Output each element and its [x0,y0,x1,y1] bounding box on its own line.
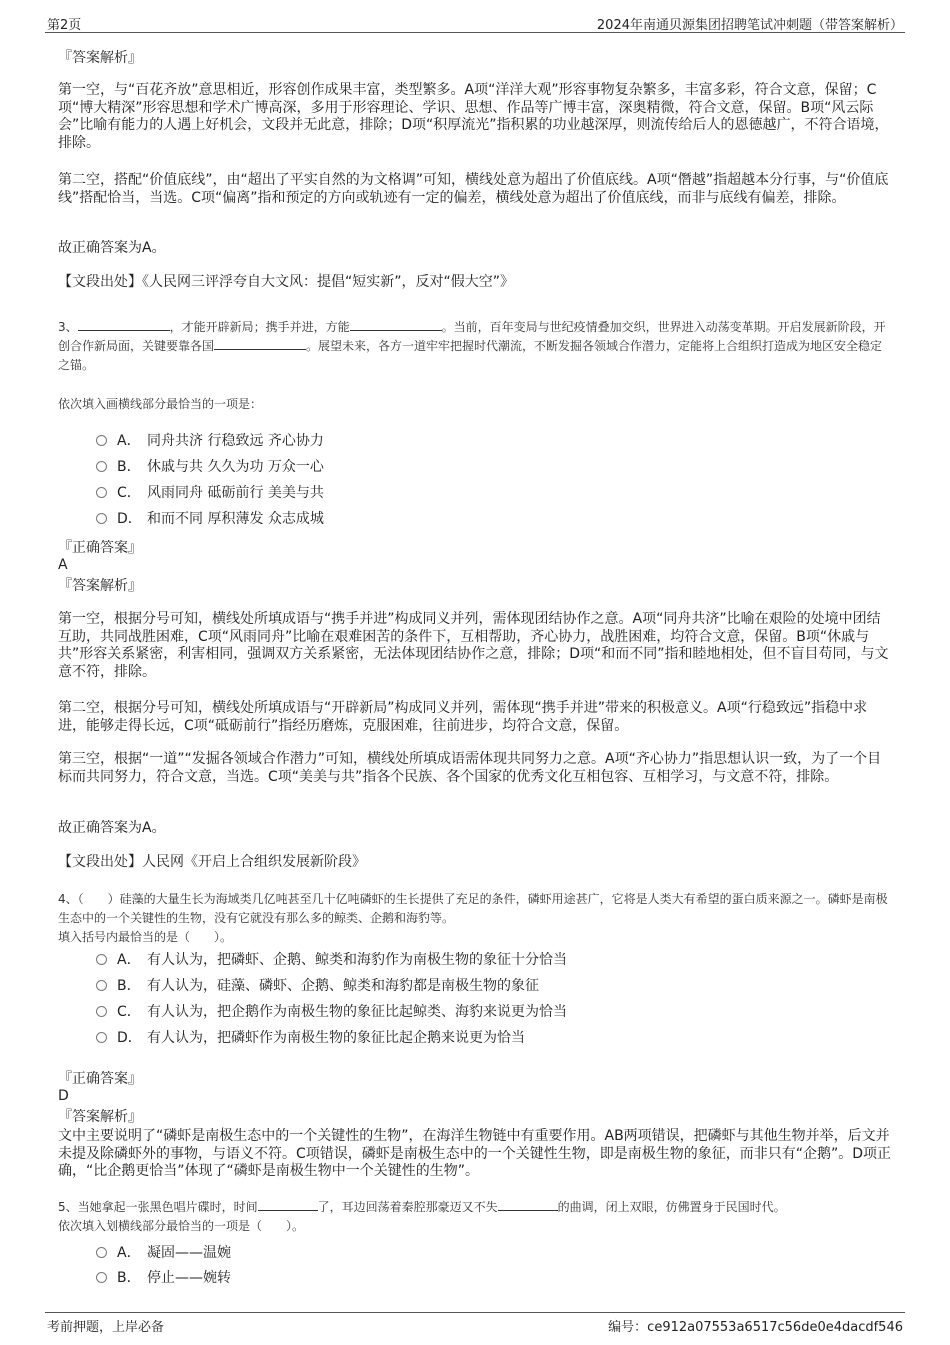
document-title: 2024年南通贝源集团招聘笔试冲刺题（带答案解析） [596,18,903,33]
radio-icon[interactable] [96,1272,107,1283]
q5-blank-2 [498,1198,558,1211]
q4-option-d[interactable]: D． 有人认为，把磷虾作为南极生物的象征比起企鹅来说更为恰当 [96,1029,525,1047]
document-id: 编号：ce912a07553a6517c56de0e4dacdf546 [608,1320,903,1335]
page-header [45,14,905,33]
radio-icon[interactable] [96,980,107,991]
q2-conclusion: 故正确答案为A。 [58,240,166,256]
footer-slogan: 考前押题，上岸必备 [47,1320,165,1335]
radio-icon[interactable] [96,1247,107,1258]
radio-icon[interactable] [96,487,107,498]
q3-prompt: 依次填入画横线部分最恰当的一项是： [58,397,263,411]
q4-option-b[interactable]: B． 有人认为，硅藻、磷虾、企鹅、鲸类和海豹都是南极生物的象征 [96,977,539,995]
page-number: 第2页 [47,18,82,33]
q2-source: 【文段出处】《人民网三评浮夸自大文风：提倡“短实新”，反对“假大空”》 [58,274,515,290]
q3-option-d[interactable]: D． 和而不同 厚积薄发 众志成城 [96,510,324,528]
q3-analysis-para2: 第二空，根据分号可知，横线处所填成语与“开辟新局”构成同义并列，需体现“携手并进”带来的积极意义。A项“行稳致远”指稳中求进，能够走得长远，C项“砥砺前行”指经历磨炼，克服困难，往前进步，均符合文意，保留。 [58,700,868,734]
q3-option-c[interactable]: C． 风雨同舟 砥砺前行 美美与共 [96,484,324,502]
q5-stem: 5、当她拿起一张黑色唱片碟时，时间 了，耳边回荡着秦腔那豪迈又不失 的曲调，闭上双眼，仿佛置身于民国时代。 [58,1200,786,1214]
q4-option-c[interactable]: C． 有人认为，把企鹅作为南极生物的象征比起鲸类、海豹来说更为恰当 [96,1003,567,1021]
q2-analysis-para2: 第二空，搭配“价值底线”，由“超出了平实自然的为文格调”可知，横线处意为超出了价值底线。A项“僭越”指超越本分行事，与“价值底线”搭配恰当，当选。C项“偏离”指和预定的方向或轨迹有一定的偏差，横线处意为超出了价值底线，而非与底线有偏差，排除。 [58,172,889,206]
radio-icon[interactable] [96,461,107,472]
q4-option-a[interactable]: A． 有人认为，把磷虾、企鹅、鲸类和海豹作为南极生物的象征十分恰当 [96,951,567,969]
q2-analysis-tag: 『答案解析』 [58,50,142,66]
radio-icon[interactable] [96,1006,107,1017]
q4-answer-tag: 『正确答案』 [58,1071,142,1087]
q5-blank-1 [258,1198,318,1211]
q5-prompt: 依次填入划横线部分最恰当的一项是（ ）。 [58,1219,305,1233]
q3-analysis-para1: 第一空，根据分号可知，横线处所填成语与“携手并进”构成同义并列，需体现团结协作之意。A项“同舟共济”比喻在艰险的处境中团结互助，共同战胜困难，C项“风雨同舟”比喻在艰难困苦的条件下，互相帮助，齐心协力，战胜困难，均符合文意，保留。B项“休戚与共”形容关系紧密，利害相同，强调双方关系紧密，无法体现团结协作之意，排除；D项“和而不同”指和睦地相处，但不盲目苟同，与文意不符，排除。 [58,611,889,680]
q3-option-a[interactable]: A． 同舟共济 行稳致远 齐心协力 [96,432,324,450]
q3-source: 【文段出处】人民网《开启上合组织发展新阶段》 [58,854,366,870]
radio-icon[interactable] [96,1032,107,1043]
q4-answer: D [58,1088,69,1104]
page-footer [45,1312,905,1333]
q3-conclusion: 故正确答案为A。 [58,820,166,836]
q3-analysis-tag: 『答案解析』 [58,578,142,594]
q3-blank-1 [78,318,170,331]
q5-option-b[interactable]: B． 停止——婉转 [96,1269,231,1287]
q2-analysis-para1: 第一空，与“百花齐放”意思相近，形容创作成果丰富，类型繁多。A项“洋洋大观”形容事物复杂繁多，丰富多彩，符合文意，保留；C项“博大精深”形容思想和学术广博高深，多用于形容理论、学识、思想、作品等广博丰富，深奥精微，符合文意，保留。B项“风云际会”比喻有能力的人遇上好机会，文段并无此意，排除；D项“积厚流光”指积累的功业越深厚，则流传给后人的恩德越广，不符合语境，排除。 [58,82,889,151]
q3-answer-tag: 『正确答案』 [58,540,142,556]
radio-icon[interactable] [96,954,107,965]
q5-option-a[interactable]: A． 凝固——温婉 [96,1244,231,1262]
q3-stem: 3、 ，才能开辟新局；携手并进，方能 。当前，百年变局与世纪疫情叠加交织，世界进入动荡变革期。开启发展新阶段，开创合作新局面，关键要靠各国 。展望未来，各方一道牢牢把握时代潮流，不断发掘各领域合作潜力，定能将上合组织打造成为地区安全稳定之锚。 [58,320,886,372]
q4-stem: 4、（ ）硅藻的大量生长为海域类几亿吨甚至几十亿吨磷虾的生长提供了充足的条件，磷虾用途甚广，它将是人类大有希望的蛋白质来源之一。磷虾是南极生态中的一个关键性的生物，没有它就没有那么多的鲸类、企鹅和海豹等。 [58,892,888,925]
q4-analysis: 文中主要说明了“磷虾是南极生态中的一个关键性的生物”，在海洋生物链中有重要作用。AB两项错误，把磷虾与其他生物并举，后文并未提及除磷虾外的事物，与语义不符。C项错误，磷虾是南极生态中的一个关键性生物，即是南极生物的象征，而非只有“企鹅”。D项正确，“比企鹅更恰当”体现了“磷虾是南极生物中一个关键性的生物”。 [58,1128,892,1179]
q4-analysis-tag: 『答案解析』 [58,1109,142,1125]
q3-answer: A [58,557,68,573]
q3-blank-3 [214,337,306,350]
q3-option-b[interactable]: B． 休戚与共 久久为功 万众一心 [96,458,324,476]
radio-icon[interactable] [96,435,107,446]
q4-prompt: 填入括号内最恰当的是（ ）。 [58,930,233,944]
radio-icon[interactable] [96,513,107,524]
q3-analysis-para3: 第三空，根据“一道”“发掘各领域合作潜力”可知，横线处所填成语需体现共同努力之意。A项“齐心协力”指思想认识一致，为了一个目标而共同努力，符合文意，当选。C项“美美与共”指各个民族、各个国家的优秀文化互相包容、互相学习，与文意不符，排除。 [58,751,882,785]
q3-blank-2 [350,318,442,331]
